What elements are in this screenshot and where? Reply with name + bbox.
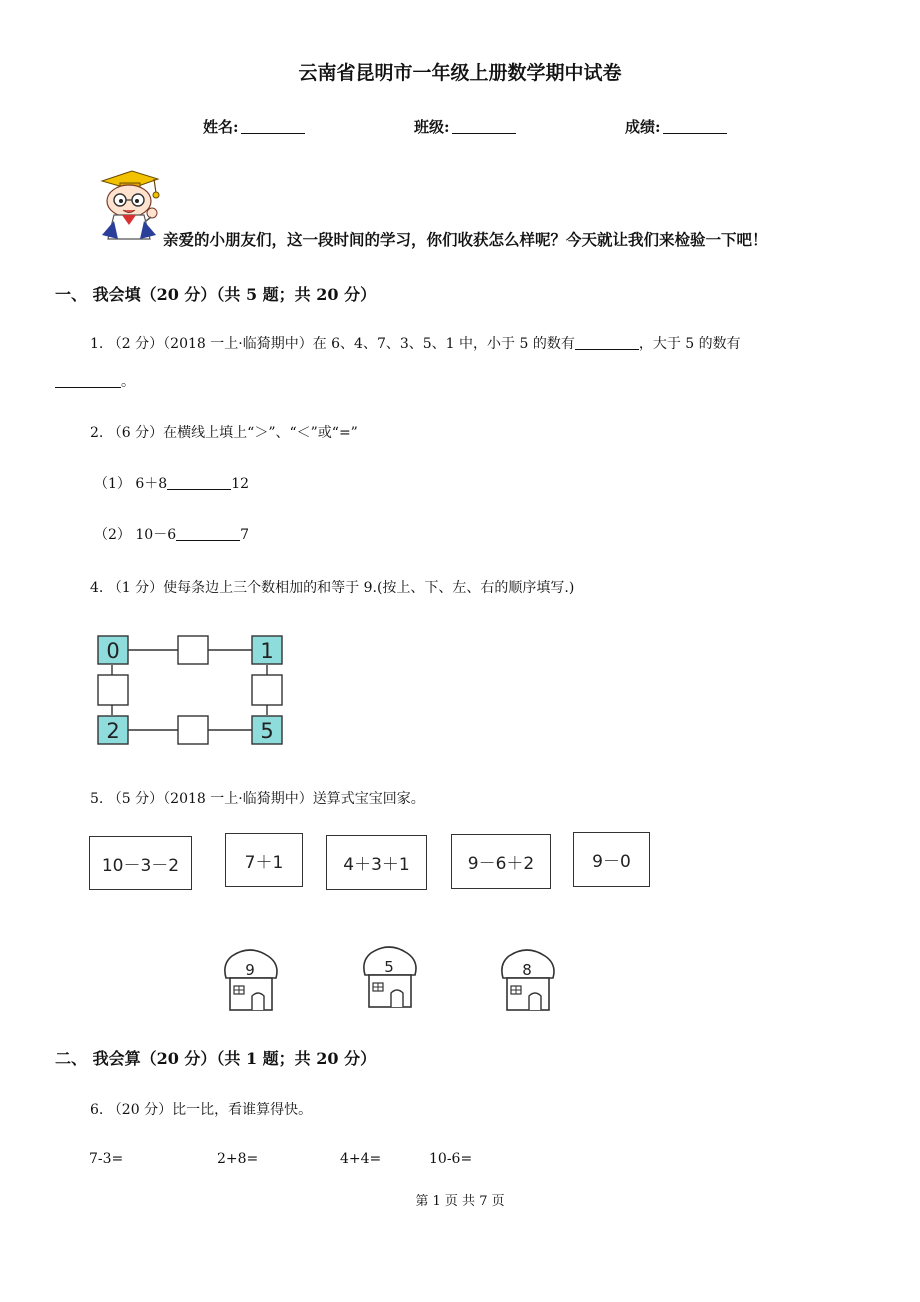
question-4-text: 4. （1 分）使每条边上三个数相加的和等于 9.(按上、下、左、右的顺序填写.) bbox=[90, 580, 575, 596]
question-1-line-2 bbox=[55, 371, 135, 391]
house-number: 5 bbox=[384, 958, 394, 976]
corner-number-top-right: 1 bbox=[260, 639, 274, 663]
expression-card[interactable]: 9－6＋2 bbox=[451, 834, 551, 889]
q2-sub2-right: 7 bbox=[240, 527, 250, 543]
q2-sub2-blank[interactable] bbox=[176, 527, 240, 541]
q1-blank-greater-than[interactable] bbox=[55, 374, 121, 388]
greeting-text: 亲爱的小朋友们，这一段时间的学习，你们收获怎么样呢？今天就让我们来检验一下吧！ bbox=[163, 230, 768, 249]
number-square-diagram bbox=[94, 630, 290, 750]
mascot-doctor-icon bbox=[92, 165, 168, 245]
corner-number-top-left: 0 bbox=[106, 639, 120, 663]
question-1 bbox=[90, 333, 741, 353]
calc-item: 2+8= bbox=[217, 1151, 259, 1167]
expression-card[interactable]: 7＋1 bbox=[225, 833, 303, 887]
score-blank[interactable] bbox=[663, 119, 727, 134]
question-2-text: 2. （6 分）在横线上填上“＞”、“＜”或“=” bbox=[90, 425, 358, 441]
corner-number-bottom-right: 5 bbox=[260, 719, 274, 743]
class-label: 班级: bbox=[414, 118, 450, 136]
q2-sub2-left: 10－6 bbox=[135, 527, 177, 543]
score-field[interactable] bbox=[625, 116, 727, 137]
question-5-text: 5. （5 分）（2018 一上·临猗期中）送算式宝宝回家。 bbox=[90, 791, 425, 807]
class-blank[interactable] bbox=[452, 119, 516, 134]
q2-sub1-blank[interactable] bbox=[167, 476, 231, 490]
question-6-text: 6. （20 分）比一比，看谁算得快。 bbox=[90, 1102, 313, 1118]
name-blank[interactable] bbox=[241, 119, 305, 134]
expression-card[interactable]: 4＋3＋1 bbox=[326, 835, 427, 890]
house-icon[interactable] bbox=[218, 944, 284, 1014]
q2-sub1-left: 6＋8 bbox=[135, 476, 168, 492]
q2-sub1-right: 12 bbox=[231, 476, 250, 492]
page-title: 云南省昆明市一年级上册数学期中试卷 bbox=[298, 62, 622, 84]
page-footer: 第 1 页 共 7 页 bbox=[415, 1194, 505, 1209]
expression-card[interactable]: 9－0 bbox=[573, 832, 650, 887]
house-number: 9 bbox=[245, 961, 255, 979]
question-1-text-b: ，大于 5 的数有 bbox=[638, 336, 741, 352]
expression-card[interactable]: 10－3－2 bbox=[89, 836, 192, 890]
question-2-sub-2 bbox=[94, 524, 249, 544]
question-1-text-a: 1. （2 分）（2018 一上·临猗期中）在 6、4、7、3、5、1 中，小于 5 的数有 bbox=[90, 336, 575, 352]
q2-sub2-label: （2） bbox=[94, 527, 131, 543]
house-icon[interactable] bbox=[495, 944, 561, 1014]
empty-box-left[interactable] bbox=[98, 675, 128, 705]
class-field[interactable] bbox=[414, 116, 516, 137]
corner-number-bottom-left: 2 bbox=[106, 719, 120, 743]
question-1-end: 。 bbox=[121, 374, 135, 390]
calc-item: 4+4= bbox=[340, 1151, 382, 1167]
empty-box-top[interactable] bbox=[178, 636, 208, 664]
q2-sub1-label: （1） bbox=[94, 476, 131, 492]
section-2-title: 二、 我会算（20 分）（共 1 题；共 20 分） bbox=[55, 1049, 377, 1068]
calc-item: 7-3= bbox=[89, 1151, 124, 1167]
empty-box-right[interactable] bbox=[252, 675, 282, 705]
q1-blank-less-than[interactable] bbox=[575, 336, 639, 350]
house-number: 8 bbox=[522, 961, 532, 979]
score-label: 成绩: bbox=[625, 118, 661, 136]
empty-box-bottom[interactable] bbox=[178, 716, 208, 744]
question-2-sub-1 bbox=[94, 473, 249, 493]
section-1-title: 一、 我会填（20 分）（共 5 题；共 20 分） bbox=[55, 285, 377, 304]
house-icon[interactable] bbox=[357, 941, 423, 1011]
name-field[interactable] bbox=[203, 116, 305, 137]
name-label: 姓名: bbox=[203, 118, 239, 136]
calc-item: 10-6= bbox=[429, 1151, 473, 1167]
